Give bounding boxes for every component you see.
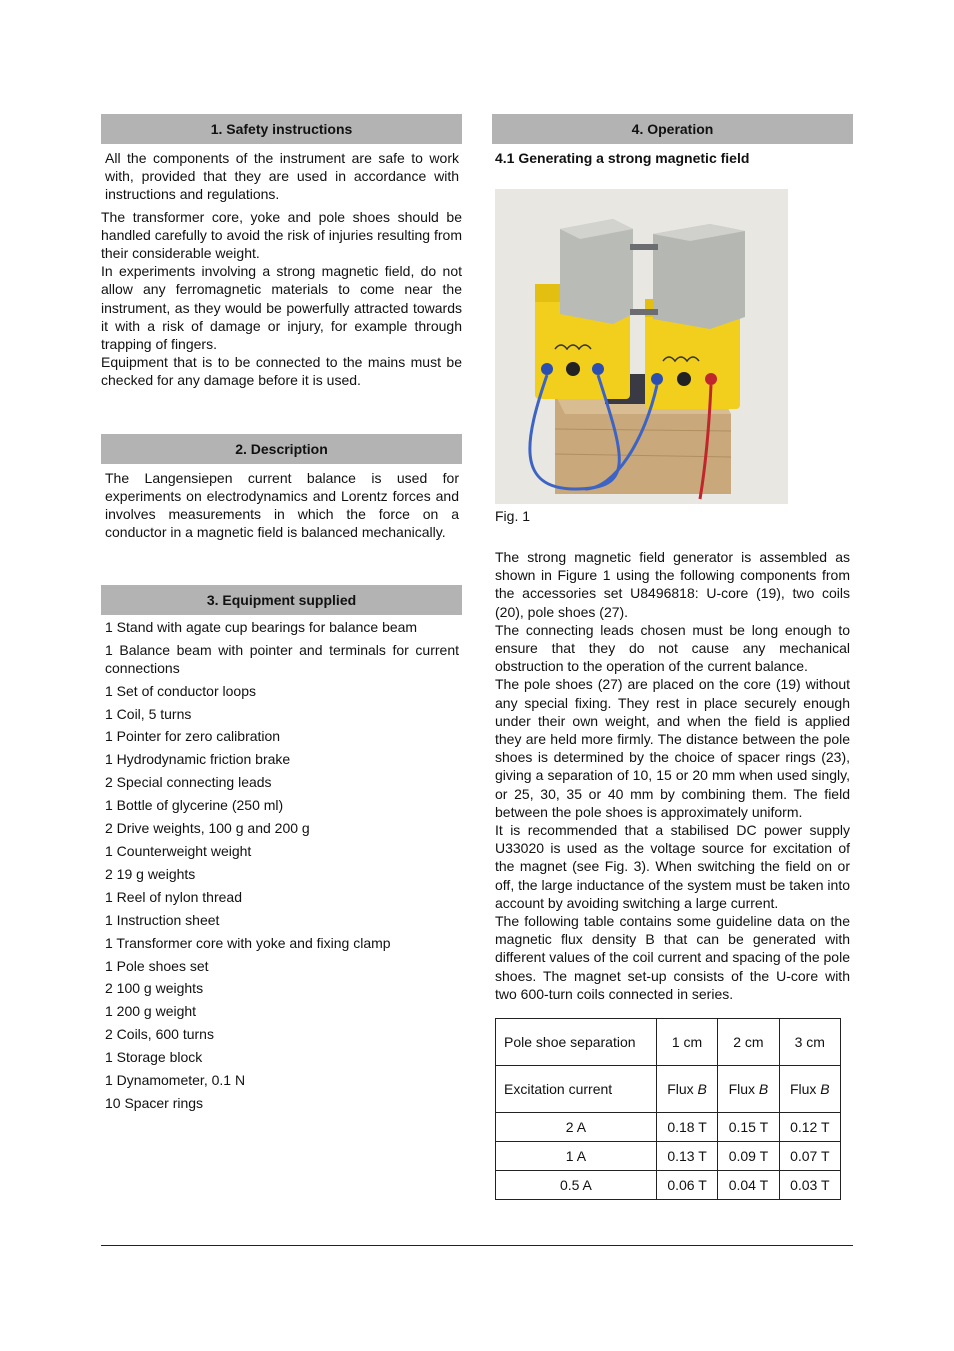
flux-symbol: B bbox=[820, 1081, 830, 1098]
safety-paragraph: All the components of the instrument are safe to work with, provided that they are used in accordance with instructions and regulations. bbox=[105, 150, 459, 203]
operation-paragraph: The pole shoes (27) are placed on the core (19) without any special fixing. They rest in place securely enough under their own weight, and when the field is applied they are held more firmly. The distance between the pole shoes is determined by the choice of spacer rings (23), giving a separation of 10, 15 or 20 mm when used singly, or 25, 30, 35 or 40 mm by combining them. The field between the pole shoes is approximately uniform. bbox=[495, 676, 850, 820]
flux-density-table bbox=[495, 1018, 841, 1200]
table-row bbox=[496, 1066, 841, 1113]
list-item: 1 Balance beam with pointer and terminals for current connections bbox=[105, 642, 459, 676]
list-item: 2 Drive weights, 100 g and 200 g bbox=[105, 820, 310, 837]
left-column bbox=[101, 114, 462, 1118]
list-item: 1 Reel of nylon thread bbox=[105, 888, 242, 905]
flux-label: Flux bbox=[789, 1081, 817, 1098]
list-item: 1 Transformer core with yoke and fixing clamp bbox=[105, 934, 391, 951]
table-cell bbox=[718, 1066, 779, 1113]
table-cell: 0.12 T bbox=[779, 1113, 840, 1142]
flux-symbol: B bbox=[697, 1081, 707, 1098]
operation-paragraph: The strong magnetic field generator is assembled as shown in Figure 1 using the following components from the accessories set U8496818: U-core (19), two coils (20), pole shoes (27). bbox=[495, 549, 850, 620]
equipment-heading: 3. Equipment supplied bbox=[101, 585, 462, 615]
table-cell: 0.13 T bbox=[656, 1142, 717, 1171]
list-item: 10 Spacer rings bbox=[105, 1094, 204, 1111]
table-cell bbox=[656, 1066, 717, 1113]
flux-label: Flux bbox=[667, 1081, 694, 1098]
operation-paragraph: The following table contains some guideline data on the magnetic flux density B that can be generated with different values of the coil current and spacing of the pole shoes. The magnet set-up consists of the U-core with two 600-turn coils connected in series. bbox=[495, 913, 850, 1002]
list-item: 1 200 g weight bbox=[105, 1003, 197, 1020]
magnet-setup-illustration bbox=[495, 189, 788, 504]
list-item: 2 100 g weights bbox=[105, 980, 204, 997]
list-item: 1 Stand with agate cup bearings for balance beam bbox=[105, 619, 418, 636]
table-cell: 0.18 T bbox=[656, 1113, 717, 1142]
table-cell: 0.09 T bbox=[718, 1142, 779, 1171]
flux-symbol: B bbox=[758, 1081, 769, 1098]
operation-text bbox=[492, 548, 853, 1003]
description-text: The Langensiepen current balance is used for experiments on electrodynamics and Lorentz forces and involves measurements in which the force on a conductor in a magnetic field is balanced mechanically. bbox=[105, 469, 459, 541]
table-row bbox=[496, 1019, 841, 1066]
safety-paragraph: The transformer core, yoke and pole shoes should be handled carefully to avoid the risk of injuries resulting from their considerable weight. bbox=[101, 208, 462, 262]
table-cell: 0.15 T bbox=[718, 1113, 779, 1142]
safety-heading: 1. Safety instructions bbox=[101, 114, 462, 144]
safety-section bbox=[101, 144, 462, 390]
table-cell: 2 A bbox=[496, 1113, 657, 1142]
operation-heading: 4. Operation bbox=[492, 114, 853, 144]
table-cell: 0.03 T bbox=[779, 1171, 840, 1200]
list-item: 1 Storage block bbox=[105, 1049, 203, 1066]
table-row bbox=[496, 1113, 841, 1142]
list-item: 1 Pole shoes set bbox=[105, 957, 209, 974]
table-cell: 1 A bbox=[496, 1142, 657, 1171]
list-item: 1 Bottle of glycerine (250 ml) bbox=[105, 797, 284, 814]
operation-subheading: 4.1 Generating a strong magnetic field bbox=[495, 150, 750, 166]
safety-paragraph: Equipment that is to be connected to the mains must be checked for any damage before it is used. bbox=[101, 354, 462, 389]
list-item: 1 Coil, 5 turns bbox=[105, 705, 192, 722]
flux-label: Flux bbox=[728, 1081, 756, 1098]
table-row bbox=[496, 1142, 841, 1171]
footer-divider bbox=[101, 1245, 853, 1246]
table-row bbox=[496, 1171, 841, 1200]
figure-caption: Fig. 1 bbox=[495, 508, 531, 524]
list-item: 1 Dynamometer, 0.1 N bbox=[105, 1072, 246, 1089]
safety-paragraph: In experiments involving a strong magnetic field, do not allow any ferromagnetic materials to come near the instrument, as they would be powerfully attracted towards it with a risk of damage or injury, for example through trapping of fingers. bbox=[101, 263, 462, 353]
list-item: 1 Pointer for zero calibration bbox=[105, 728, 281, 745]
list-item: 1 Hydrodynamic friction brake bbox=[105, 751, 291, 768]
table-cell: 0.5 A bbox=[496, 1171, 657, 1200]
table-cell: 0.04 T bbox=[718, 1171, 779, 1200]
figure-1-photo bbox=[495, 189, 788, 504]
list-item: 1 Set of conductor loops bbox=[105, 682, 256, 699]
equipment-list bbox=[101, 615, 462, 1112]
table-cell: Excitation current bbox=[496, 1066, 657, 1113]
description-section bbox=[101, 464, 462, 542]
list-item: 2 Special connecting leads bbox=[105, 774, 272, 791]
list-item: 1 Instruction sheet bbox=[105, 911, 220, 928]
list-item: 2 Coils, 600 turns bbox=[105, 1026, 214, 1043]
operation-paragraph: It is recommended that a stabilised DC power supply U33020 is used as the voltage source for excitation of the magnet (see Fig. 3). When switching the field on or off, the large inductance of the system must be taken into account by avoiding switching a large current. bbox=[495, 822, 850, 911]
list-item: 1 Counterweight weight bbox=[105, 843, 252, 860]
operation-paragraph: The connecting leads chosen must be long enough to ensure that they do not cause any mechanical obstruction to the operation of the current balance. bbox=[495, 621, 850, 675]
table-cell bbox=[779, 1066, 840, 1113]
table-cell: 2 cm bbox=[718, 1019, 779, 1066]
table-cell: Pole shoe separation bbox=[496, 1019, 657, 1066]
description-heading: 2. Description bbox=[101, 434, 462, 464]
list-item: 2 19 g weights bbox=[105, 865, 196, 882]
table-cell: 0.06 T bbox=[656, 1171, 717, 1200]
right-column bbox=[492, 114, 853, 1200]
table-cell: 0.07 T bbox=[779, 1142, 840, 1171]
table-cell: 3 cm bbox=[779, 1019, 840, 1066]
table-cell: 1 cm bbox=[656, 1019, 717, 1066]
